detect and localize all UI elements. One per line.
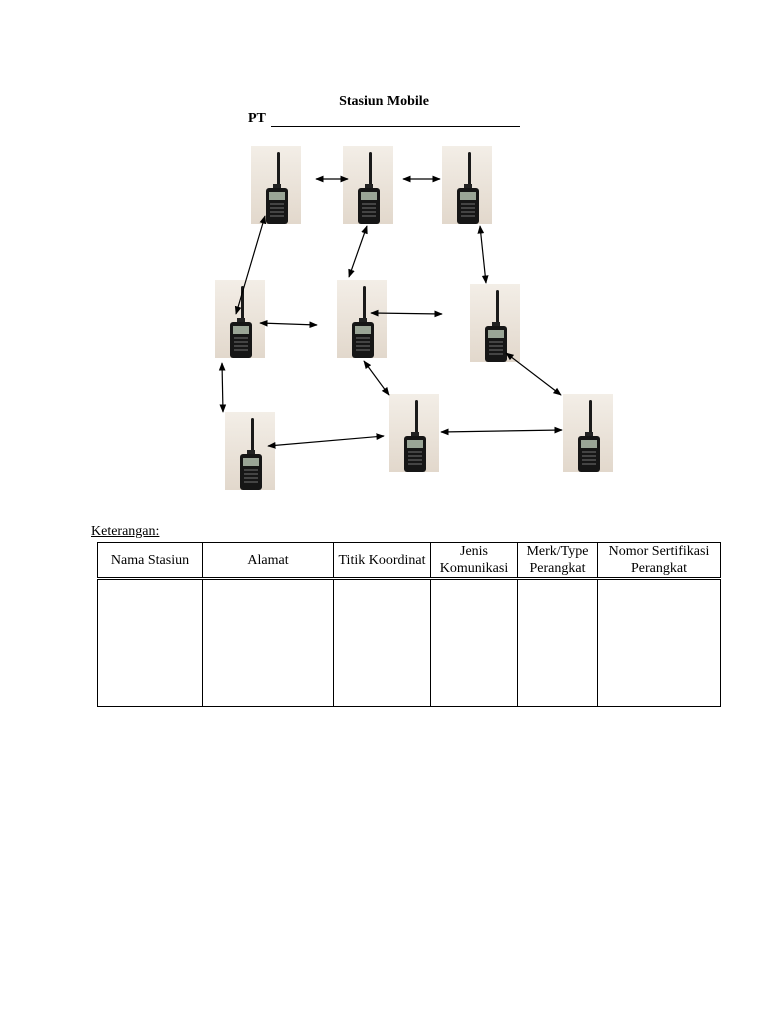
- link-arrow: [349, 226, 367, 277]
- header-nomor-sertifikasi: Nomor Sertifikasi Perangkat: [598, 543, 721, 579]
- walkie-talkie-icon: [389, 394, 439, 472]
- walkie-talkie-icon: [337, 280, 387, 358]
- walkie-talkie-icon: [442, 146, 492, 224]
- caption-keterangan: Keterangan:: [91, 524, 160, 539]
- link-arrow: [260, 323, 317, 325]
- walkie-talkie-icon: [251, 146, 301, 224]
- header-jenis-komunikasi: Jenis Komunikasi: [431, 543, 518, 579]
- link-arrow: [480, 226, 486, 283]
- page-title: Stasiun Mobile: [339, 94, 429, 109]
- link-arrow: [506, 353, 561, 395]
- walkie-talkie-icon: [563, 394, 613, 472]
- walkie-talkie-icon: [215, 280, 265, 358]
- link-arrow: [364, 361, 389, 395]
- walkie-talkie-icon: [343, 146, 393, 224]
- link-arrow: [268, 436, 384, 446]
- table-cell[interactable]: [98, 579, 203, 707]
- walkie-talkie-icon: [470, 284, 520, 362]
- table-cell[interactable]: [598, 579, 721, 707]
- header-merk-type-perangkat: Merk/Type Perangkat: [518, 543, 598, 579]
- table-cell[interactable]: [518, 579, 598, 707]
- header-alamat: Alamat: [203, 543, 334, 579]
- station-info-table: [97, 542, 721, 707]
- header-nama-stasiun: Nama Stasiun: [98, 543, 203, 579]
- pt-label: PT: [248, 111, 266, 126]
- table-cell[interactable]: [334, 579, 431, 707]
- header-titik-koordinat: Titik Koordinat: [334, 543, 431, 579]
- table-row: [98, 579, 721, 707]
- link-arrow: [441, 430, 562, 432]
- table-cell[interactable]: [203, 579, 334, 707]
- table-header-row: [98, 543, 721, 579]
- walkie-talkie-icon: [225, 412, 275, 490]
- link-arrow: [222, 363, 223, 412]
- table-cell[interactable]: [431, 579, 518, 707]
